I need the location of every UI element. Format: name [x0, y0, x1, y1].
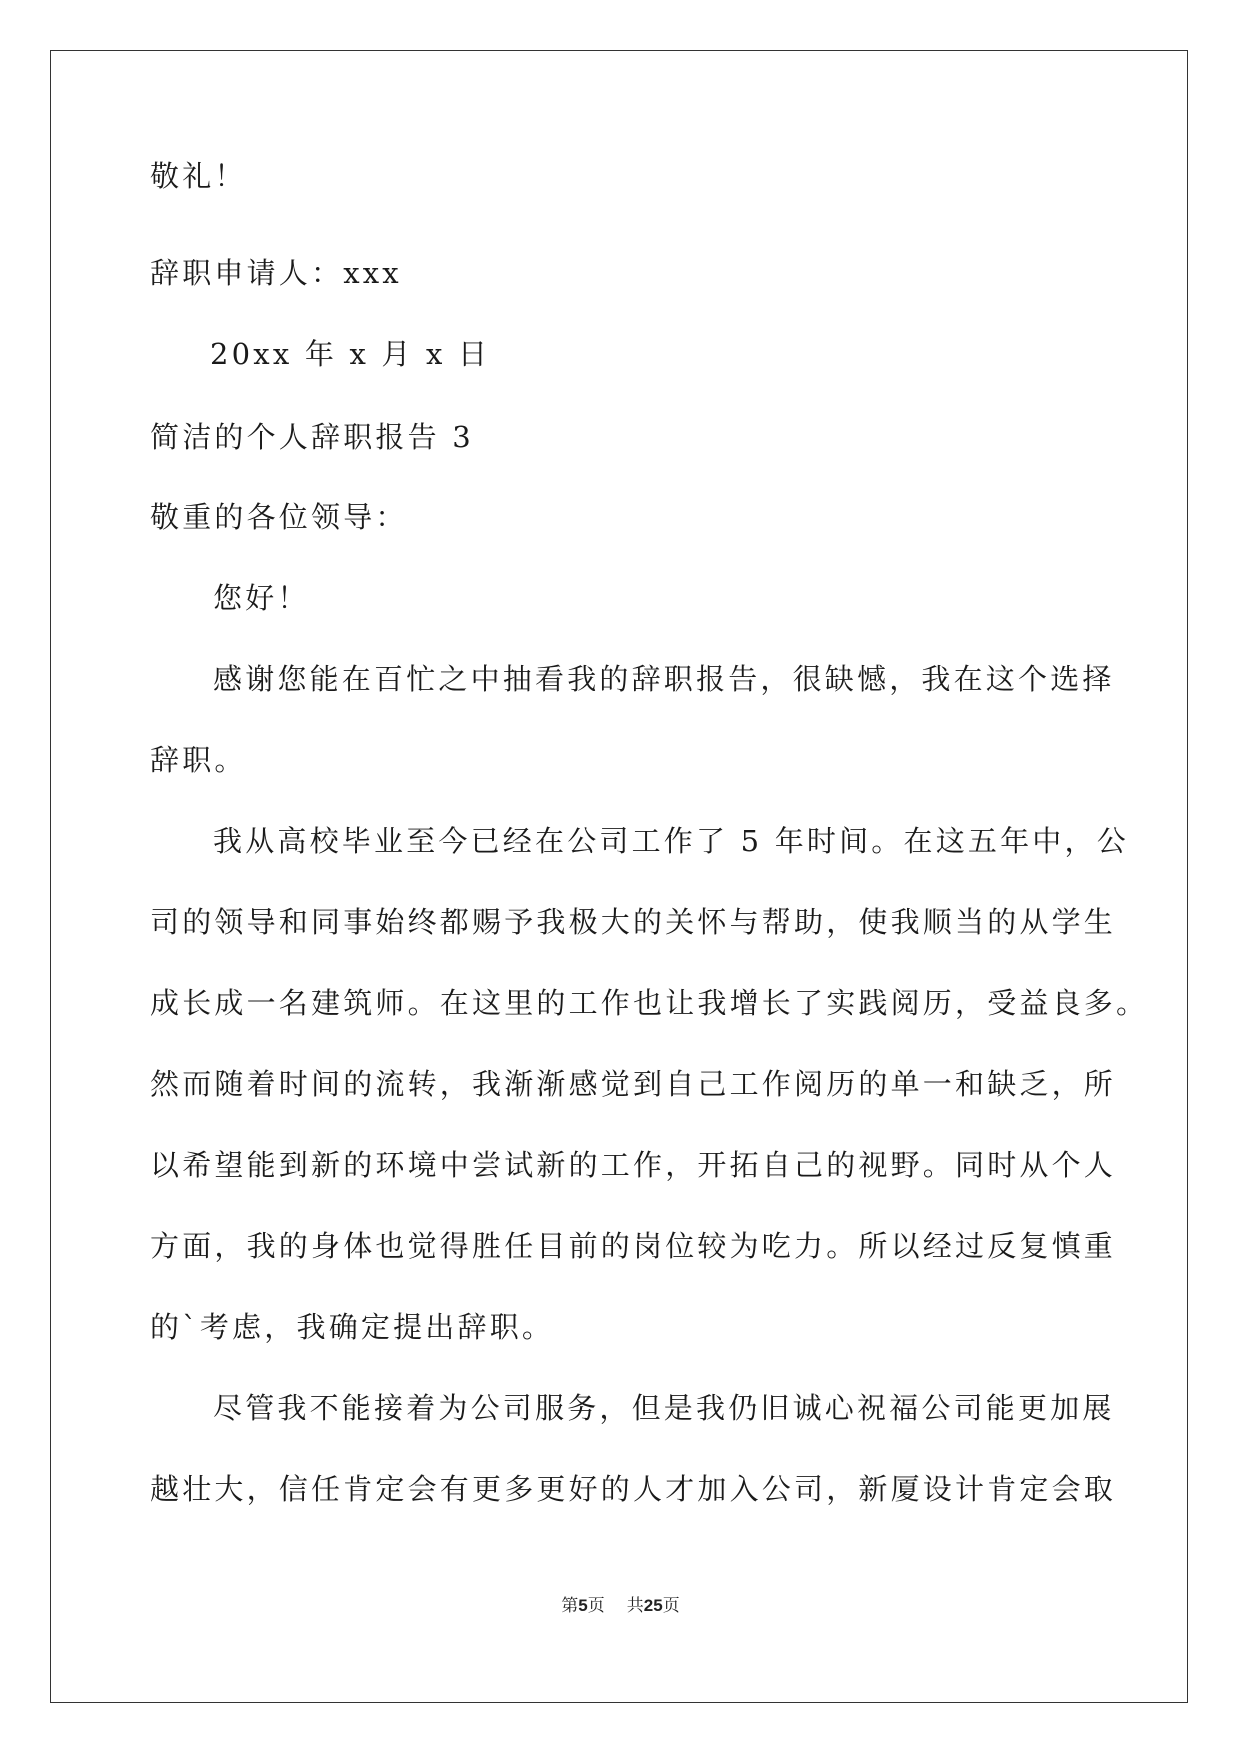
salutation: 敬重的各位领导： — [150, 500, 408, 534]
applicant-signature: 辞职申请人：xxx — [150, 256, 402, 290]
total-prefix: 共 — [626, 1596, 644, 1616]
page-footer — [0, 1594, 1241, 1618]
paragraph-line: 以希望能到新的环境中尝试新的工作，开拓自己的视野。同时从个人 — [150, 1148, 1117, 1182]
paragraph-line: 方面，我的身体也觉得胜任目前的岗位较为吃力。所以经过反复慎重 — [150, 1229, 1117, 1263]
section-heading: 简洁的个人辞职报告 3 — [150, 420, 474, 454]
page-number: 5 — [578, 1596, 588, 1615]
page-border — [50, 50, 1188, 1703]
paragraph-line: 的`考虑，我确定提出辞职。 — [150, 1310, 555, 1344]
paragraph-line: 尽管我不能接着为公司服务，但是我仍旧诚心祝福公司能更加展 — [213, 1391, 1115, 1425]
total-pages: 25 — [643, 1596, 663, 1615]
letter-date: 20xx 年 x 月 x 日 — [210, 337, 491, 371]
page-prefix: 第 — [561, 1596, 579, 1616]
paragraph-line: 我从高校毕业至今已经在公司工作了 5 年时间。在这五年中，公 — [213, 824, 1129, 858]
paragraph-line: 辞职。 — [150, 743, 247, 777]
paragraph-line: 越壮大，信任肯定会有更多更好的人才加入公司，新厦设计肯定会取 — [150, 1472, 1117, 1506]
paragraph-line: 感谢您能在百忙之中抽看我的辞职报告，很缺憾，我在这个选择 — [213, 662, 1115, 696]
page-suffix: 页 — [587, 1596, 605, 1616]
paragraph-line: 成长成一名建筑师。在这里的工作也让我增长了实践阅历，受益良多。 — [150, 986, 1149, 1020]
total-suffix: 页 — [662, 1596, 680, 1616]
closing-salutation: 敬礼！ — [150, 159, 247, 193]
paragraph-line: 司的领导和同事始终都赐予我极大的关怀与帮助，使我顺当的从学生 — [150, 905, 1117, 939]
paragraph-line: 然而随着时间的流转，我渐渐感觉到自己工作阅历的单一和缺乏，所 — [150, 1067, 1117, 1101]
greeting: 您好！ — [213, 581, 310, 615]
